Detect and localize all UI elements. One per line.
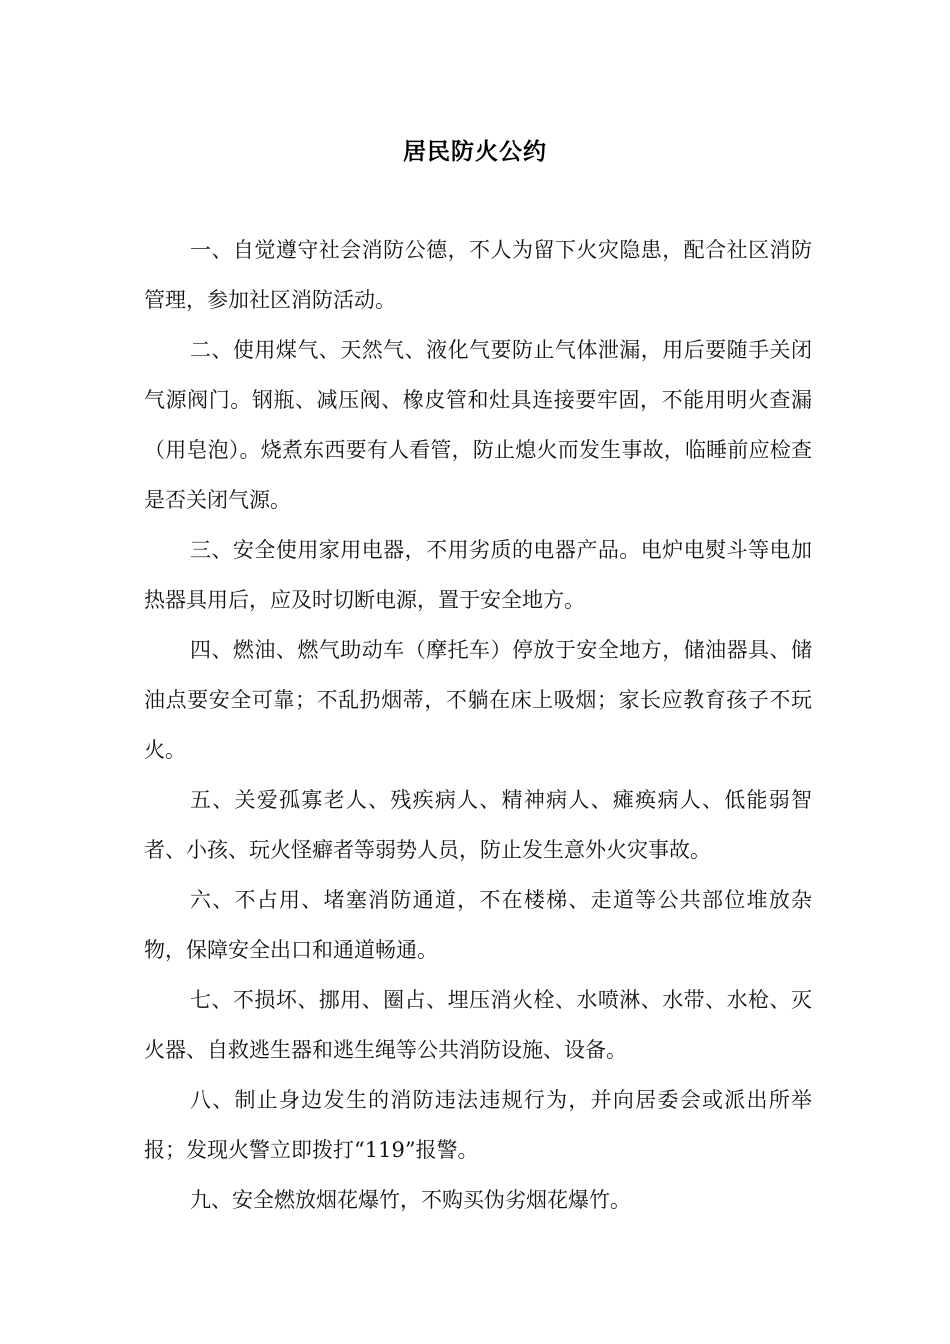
clause-6: 六、不占用、堵塞消防通道，不在楼梯、走道等公共部位堆放杂物，保障安全出口和通道畅通。 [144, 888, 812, 962]
clause-4: 四、燃油、燃气助动车（摩托车）停放于安全地方，储油器具、储油点要安全可靠；不乱扔烟蒂，不躺在床上吸烟；家长应教育孩子不玩火。 [144, 638, 812, 762]
document-body [144, 225, 812, 1225]
clause-8: 八、制止身边发生的消防违法违规行为，并向居委会或派出所举报；发现火警立即拨打“119”报警。 [144, 1088, 812, 1162]
document-title: 居民防火公约 [403, 139, 547, 165]
clause-9: 九、安全燃放烟花爆竹，不购买伪劣烟花爆竹。 [190, 1188, 631, 1212]
clause-5: 五、关爱孤寡老人、残疾病人、精神病人、瘫痪病人、低能弱智者、小孩、玩火怪癖者等弱势人员，防止发生意外火灾事故。 [144, 788, 812, 862]
clause-7: 七、不损坏、挪用、圈占、埋压消火栓、水喷淋、水带、水枪、灭火器、自救逃生器和逃生绳等公共消防设施、设备。 [144, 988, 812, 1062]
clause-3: 三、安全使用家用电器，不用劣质的电器产品。电炉电熨斗等电加热器具用后，应及时切断电源，置于安全地方。 [144, 538, 812, 612]
clause-2: 二、使用煤气、天然气、液化气要防止气体泄漏，用后要随手关闭气源阀门。钢瓶、减压阀、橡皮管和灶具连接要牢固，不能用明火查漏（用皂泡）。烧煮东西要有人看管，防止熄火而发生事故，临睡前应检查是否关闭气源。 [144, 338, 812, 512]
clause-1: 一、自觉遵守社会消防公德，不人为留下火灾隐患，配合社区消防管理，参加社区消防活动。 [144, 238, 812, 312]
